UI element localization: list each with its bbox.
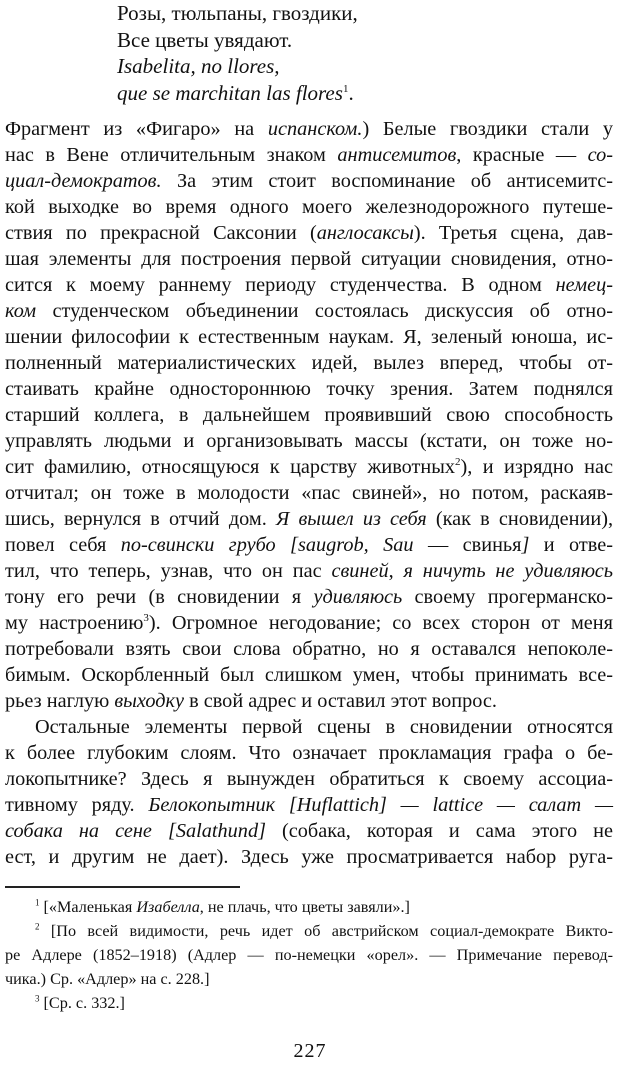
footnote-ref: 1 (342, 82, 349, 95)
text-line: полненный материалистических идей, вылез вперед, чтобы от- (5, 352, 613, 374)
text-line: циал-демократов. За этим стоит воспоминание об антисемитс- (5, 170, 613, 192)
text-line: потребовали взять свои слова обратно, но я оставался непоколе- (5, 638, 613, 660)
poem-line: Все цветы увядают. (117, 27, 293, 52)
text-line: старший коллега, в дальнейшем проявивший свою способность (5, 404, 613, 426)
text-line: тил, что теперь, узнав, что он пас свиней, я ничуть не удивляюсь (5, 560, 613, 582)
poem-line: Isabelita, no llores, (117, 54, 280, 78)
text-line: сится к моему раннему периоду студенчества. В одном немец- (5, 274, 613, 296)
text-line: стаивать крайне одностороннюю точку зрения. Затем поднялся (5, 378, 613, 400)
footnote-1: $^1$ [«Маленькая Изабелла, не плачь, что цветы завяли».] (35, 897, 410, 916)
text-line: бимым. Оскорбленный был слишком умен, чтобы принимать все- (5, 664, 613, 686)
footnote-ref: 2 (455, 456, 461, 469)
text-line: собака на сене [Salathund] (собака, которая и сама этого не (5, 820, 613, 842)
poem-line: que se marchitan las flores$^1$. (117, 80, 354, 105)
text-line: Остальные элементы первой сцены в сновидении относятся (35, 716, 613, 738)
text-line: тону его речи (в сновидении я удивляюсь своему прогерманско- (5, 586, 613, 608)
main-text (5, 116, 613, 870)
footnote-divider (5, 886, 240, 888)
text-line: му настроению$^3$). Огромное негодование; со всех сторон от меня (5, 612, 613, 634)
poem-epigraph (117, 0, 358, 106)
text-line: отчитал; он тоже в молодости «пас свиней», но потом, раскаяв- (5, 482, 613, 504)
text-line: шая элементы для построения первой ситуации сновидения, отно- (5, 248, 613, 270)
text-line: ест, и другим не дает). Здесь уже просматривается набор руга- (5, 846, 613, 868)
text-line: нас в Вене отличительным знаком антисемитов, красные — со- (5, 144, 613, 166)
footnote-2: $^2$ [По всей видимости, речь идет об австрийском социал-демократе Викто- (35, 921, 613, 940)
text-line: локопытнике? Здесь я вынужден обратиться к своему ассоциа- (5, 768, 613, 790)
footnotes (5, 895, 613, 1015)
footnote-2-cont: ре Адлере (1852–1918) (Адлер — по-немецки «орел». — Примечание перевод- (5, 946, 613, 964)
text-line: повел себя по-свински грубо [saugrob, Sau — свинья] и отве- (5, 534, 613, 556)
text-line: кой выходке во время одного моего железнодорожного путеше- (5, 196, 613, 218)
text-line: шись, вернулся в отчий дом. Я вышел из себя (как в сновидении), (5, 508, 614, 530)
text-line: Фрагмент из «Фигаро» на испанском.) Белые гвоздики стали у (5, 118, 614, 140)
text-line: ствия по прекрасной Саксонии (англосаксы). Третья сцена, дав- (5, 222, 613, 244)
text-line: управлять людьми и организовывать массы (кстати, он тоже но- (5, 430, 613, 452)
text-line: рьез наглую выходку в свой адрес и оставил этот вопрос. (5, 690, 497, 712)
footnote-ref: 3 (143, 612, 149, 625)
text-line: тивному ряду. Белокопытник [Huflattich] — lattice — салат — (5, 794, 613, 816)
footnote-2-cont: чика.) Ср. «Адлер» на с. 228.] (5, 970, 210, 988)
poem-line: Розы, тюльпаны, гвоздики, (117, 1, 358, 25)
text-line: шении философии к естественным наукам. Я, зеленый юноша, ис- (5, 326, 613, 348)
text-line: сит фамилию, относящуюся к царству животных$^2$), и изрядно нас (5, 456, 613, 478)
text-line: ком студенческом объединении состоялась дискуссия об отно- (5, 300, 613, 322)
footnote-3: $^3$ [Ср. с. 332.] (35, 993, 125, 1012)
text-line: к более глубоким слоям. Что означает прокламация графа о бе- (5, 742, 613, 764)
page-number: 227 (293, 1040, 327, 1062)
